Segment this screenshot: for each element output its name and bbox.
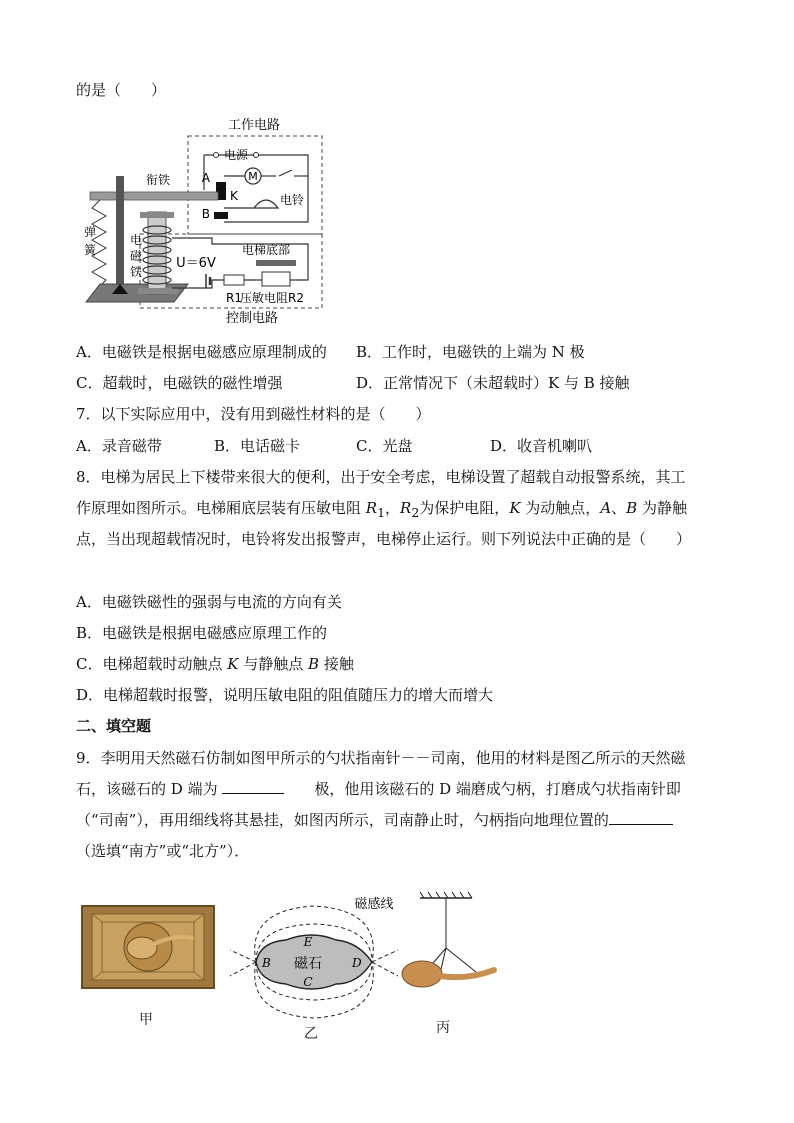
field-line <box>230 950 256 962</box>
q8-line-2: 作原理如图所示。电梯厢底层装有压敏电阻 $R_1$，$R_2$为保护电阻，K 为动触点，A、B 为静触 <box>76 499 687 520</box>
q9-line-3: （“司南”），再用细线将其悬挂，如图丙所示，司南静止时，勺柄指向地理位置的 <box>76 810 673 830</box>
electromagnet-char-2: 磁 <box>130 249 143 263</box>
work-circuit-label: 工作电路 <box>227 118 281 133</box>
bell-label: 电铃 <box>279 193 305 207</box>
figure-yi-magnet <box>226 890 402 1020</box>
spoon-icon <box>402 961 442 987</box>
electromagnet-char-1: 电 <box>130 233 143 247</box>
q9-line-2: 石，该磁石的 D 端为 极，他用该磁石的 D 端磨成勺柄，打磨成勺状指南针即 <box>76 780 681 798</box>
q8-line-1: 8．电梯为居民上下楼带来很大的便利，出于安全考虑，电梯设置了超载自动报警系统，其工 <box>76 468 686 486</box>
magnet-label: 磁石 <box>294 956 322 972</box>
section-heading: 二、填空题 <box>76 717 152 735</box>
answer-blank-1[interactable] <box>222 779 284 794</box>
question-continuation: 的是（ ） <box>76 81 167 99</box>
q7-option-c: C．光盘 <box>356 437 413 455</box>
answer-blank-2[interactable] <box>609 810 673 825</box>
contact-b-label: B <box>201 207 210 221</box>
power-label: 电源 <box>223 148 249 162</box>
field-line <box>230 962 256 976</box>
q8-option-c: C．电梯超载时动触点 K 与静触点 B 接触 <box>76 655 354 673</box>
figure-bing-label: 丙 <box>436 1020 450 1036</box>
q7-option-a: A．录音磁带 <box>76 437 162 455</box>
control-circuit-label: 控制电路 <box>225 311 279 326</box>
q8-option-d: D．电梯超载时报警，说明压敏电阻的阻值随压力的增大而增大 <box>76 686 494 704</box>
q9-line-4: （选填“南方”或“北方”）． <box>76 842 250 860</box>
point-e-label: E <box>303 935 313 949</box>
spring-char-2: 簧 <box>84 243 97 257</box>
spoon-icon <box>127 937 157 959</box>
point-b-label: B <box>262 956 271 970</box>
contact-k-label: K <box>230 189 238 203</box>
armature-bar <box>90 192 218 200</box>
q8-line-3: 点，当出现超载情况时，电铃将发出报警声，电梯停止运行。则下列说法中正确的是（ ） <box>76 530 692 548</box>
figure-jia-label: 甲 <box>139 1012 153 1028</box>
contact-a-label: A <box>201 171 210 185</box>
bell-icon <box>254 200 278 208</box>
q7-stem: 7．以下实际应用中，没有用到磁性材料的是（ ） <box>76 405 431 423</box>
q6-option-d: D．正常情况下（未超载时）K 与 B 接触 <box>356 374 630 392</box>
electromagnet-char-3: 铁 <box>130 265 143 279</box>
point-c-label: C <box>303 975 313 989</box>
elevator-bottom-label: 电梯底部 <box>241 243 291 257</box>
q8-option-a: A．电磁铁磁性的强弱与电流的方向有关 <box>76 593 342 611</box>
point-d-label: D <box>352 956 362 970</box>
field-lines-label: 磁感线 <box>354 897 394 912</box>
figure-yi-label: 乙 <box>304 1026 318 1042</box>
armature-label: 衔铁 <box>145 173 171 187</box>
r1-label: R1 <box>226 291 242 305</box>
figure-jia-compass <box>80 904 216 990</box>
q6-option-c: C．超载时，电磁铁的磁性增强 <box>76 374 283 392</box>
elevator-floor <box>256 260 296 266</box>
voltage-label: U＝6V <box>176 256 216 271</box>
q8-option-b: B．电磁铁是根据电磁感应原理工作的 <box>76 624 328 642</box>
q9-line-1: 9．李明用天然磁石仿制如图甲所示的勺状指南针－－司南，他用的材料是图乙所示的天然磁 <box>76 749 686 767</box>
support-post <box>116 176 124 294</box>
spring-char-1: 弹 <box>84 225 97 239</box>
elevator-circuit-figure <box>76 112 336 330</box>
contact-b <box>214 212 228 219</box>
q6-option-a: A．电磁铁是根据电磁感应原理制成的 <box>76 343 327 361</box>
piezo-label: 压敏电阻R2 <box>240 291 304 305</box>
resistor-r1 <box>224 275 244 285</box>
motor-label: M <box>248 170 258 183</box>
resistor-r2 <box>262 272 290 286</box>
q7-option-d: D．收音机喇叭 <box>490 437 593 455</box>
q6-option-b: B．工作时，电磁铁的上端为 N 极 <box>356 343 585 361</box>
q7-option-b: B．电话磁卡 <box>214 437 301 455</box>
figure-bing-hanging-spoon <box>394 890 504 1000</box>
